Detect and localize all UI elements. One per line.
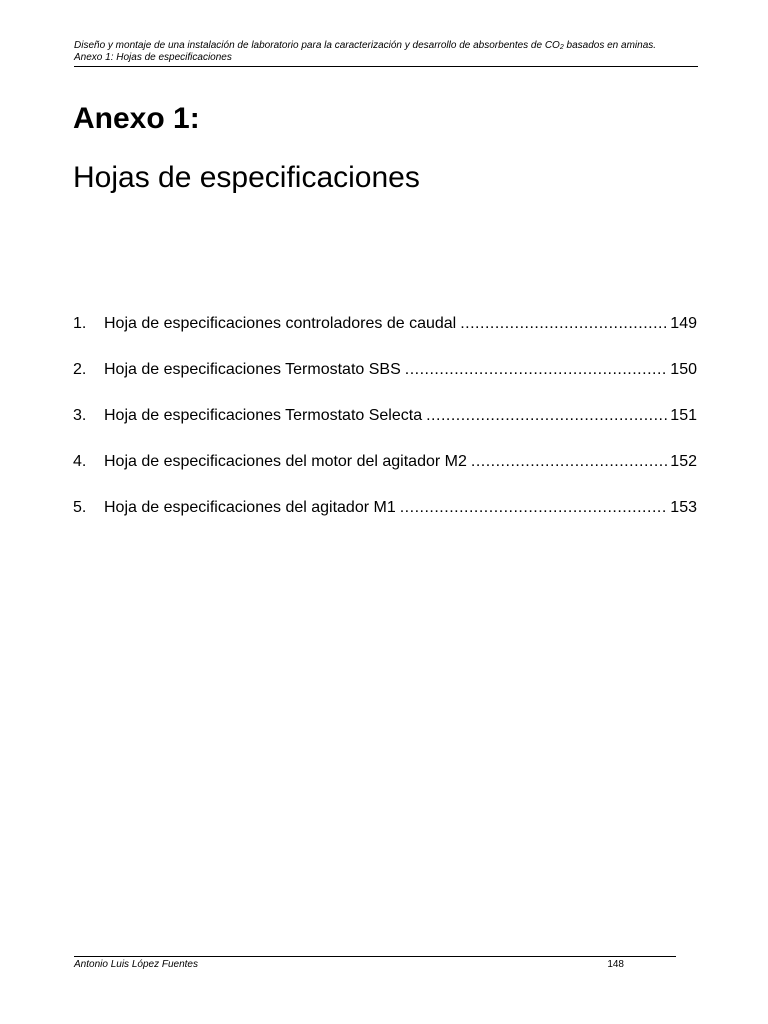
annex-heading: Anexo 1: [73, 102, 200, 135]
toc-entry[interactable] [73, 497, 697, 519]
toc-entry[interactable] [73, 405, 697, 427]
toc-entry-number: 4. [73, 453, 87, 470]
running-footer [74, 956, 676, 971]
toc-entry-page: 153 [670, 499, 697, 516]
toc-entry-title: Hoja de especificaciones Termostato SBS [104, 361, 401, 378]
toc-entry[interactable] [73, 451, 697, 473]
annex-subheading: Hojas de especificaciones [73, 161, 420, 194]
toc-dot-leader [471, 451, 668, 473]
table-of-contents [73, 313, 697, 543]
toc-entry-page: 151 [670, 407, 697, 424]
header-title-text: Diseño y montaje de una instalación de laboratorio para la caracterización y desarrollo de absorbentes de CO [74, 40, 560, 51]
toc-dot-leader [400, 497, 669, 519]
footer-author: Antonio Luis López Fuentes [74, 959, 198, 970]
toc-entry-title: Hoja de especificaciones controladores de caudal [104, 315, 457, 332]
toc-entry[interactable] [73, 313, 697, 335]
running-header [74, 40, 698, 67]
toc-entry-page: 150 [670, 361, 697, 378]
toc-dot-leader [460, 313, 668, 335]
toc-entry-number: 5. [73, 499, 87, 516]
toc-entry-page: 152 [670, 453, 697, 470]
toc-entry-number: 2. [73, 361, 87, 378]
header-subscript: 2 [559, 44, 564, 51]
toc-dot-leader [405, 359, 669, 381]
toc-entry-title: Hoja de especificaciones del agitador M1 [104, 499, 396, 516]
header-title-tail: basados en aminas. [563, 40, 657, 51]
header-line-2: Anexo 1: Hojas de especificaciones [74, 52, 232, 63]
header-line-1 [74, 40, 698, 52]
toc-entry-title: Hoja de especificaciones del motor del agitador M2 [104, 453, 467, 470]
toc-entry-number: 1. [73, 315, 87, 332]
toc-entry-title: Hoja de especificaciones Termostato Selecta [104, 407, 423, 424]
toc-entry-page: 149 [670, 315, 697, 332]
toc-entry[interactable] [73, 359, 697, 381]
toc-entry-number: 3. [73, 407, 87, 424]
toc-dot-leader [426, 405, 668, 427]
footer-page-number: 148 [607, 959, 624, 970]
